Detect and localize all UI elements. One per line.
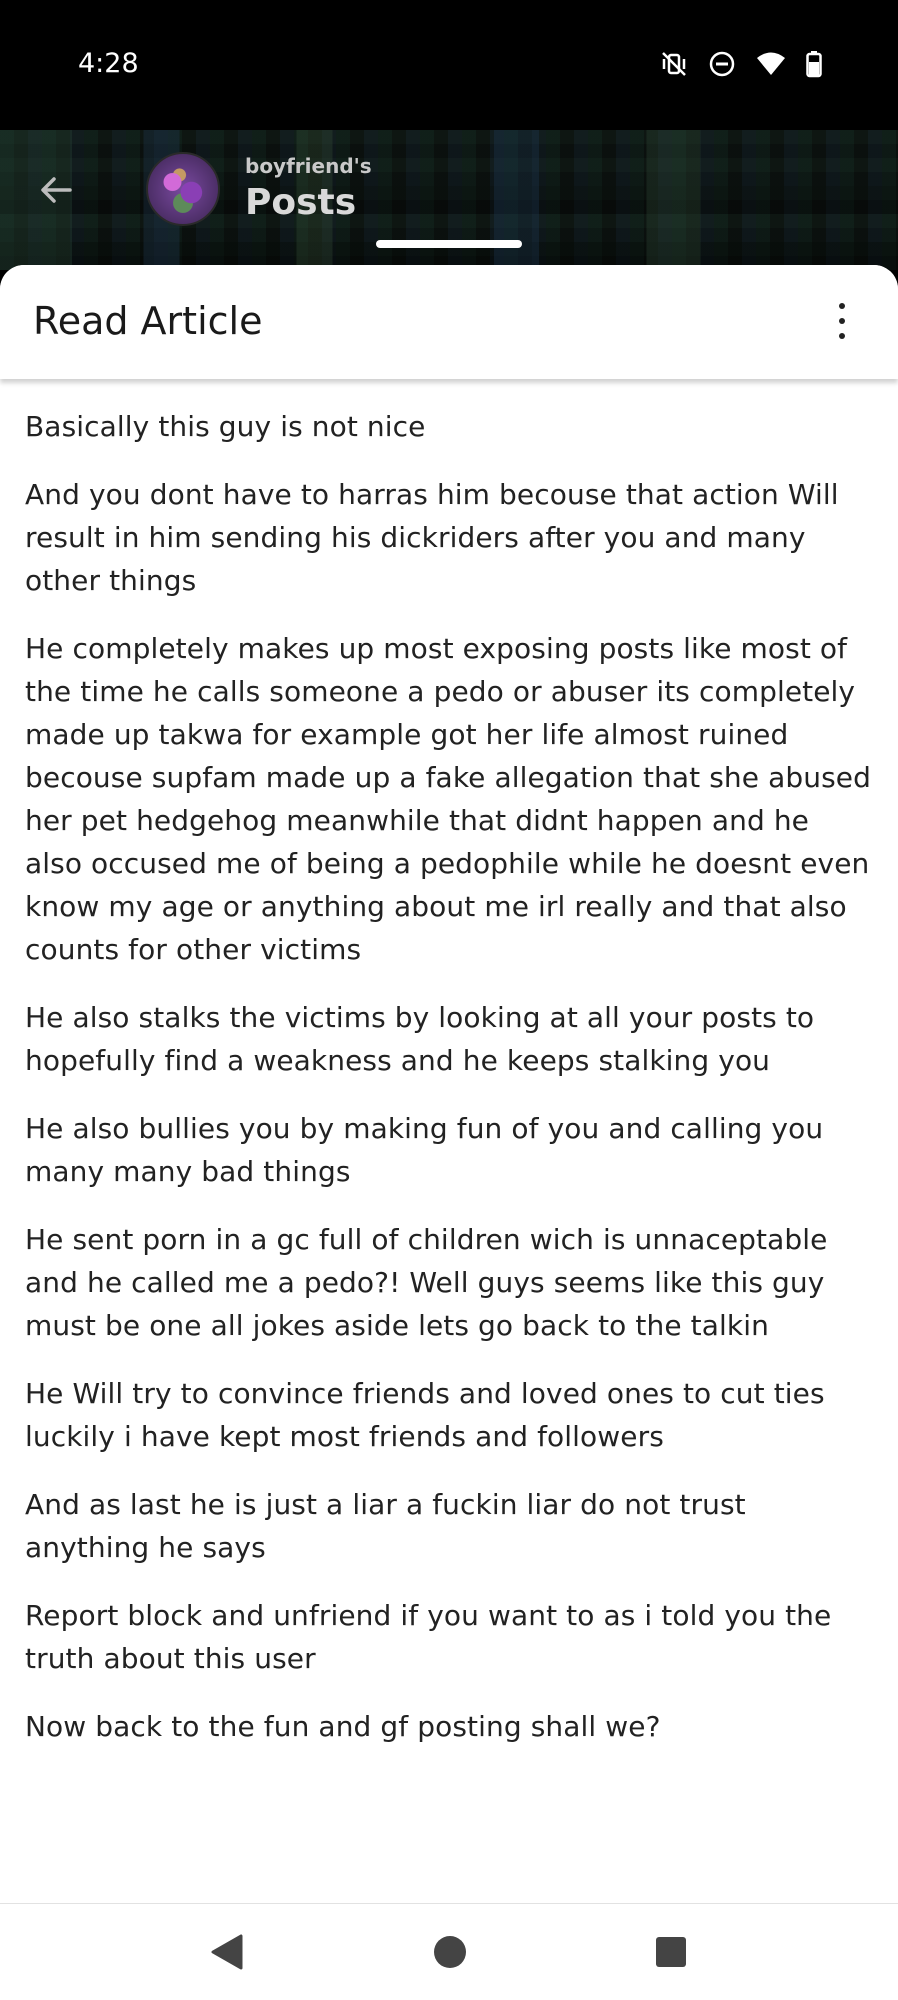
- sheet-toolbar: [0, 265, 898, 379]
- status-bar: [0, 0, 898, 130]
- article-paragraph: Basically this guy is not nice: [25, 410, 426, 443]
- system-nav-bar: [0, 1903, 898, 2000]
- article-paragraph: He also bullies you by making fun of you and calling you many many bad things: [25, 1112, 824, 1188]
- avatar[interactable]: [146, 152, 220, 226]
- vibrate-off-icon: [660, 50, 688, 78]
- article-paragraph: Report block and unfriend if you want to as i told you the truth about this user: [25, 1599, 832, 1675]
- article-paragraph: He completely makes up most exposing posts like most of the time he calls someone a pedo or abuser its completely made up takwa for example got her life almost ruined becouse supfam made up a fake allegation that she abused her pet hedgehog meanwhile that didnt happen and he also occused me of being a pedophile while he doesnt even know my age or anything about me irl really and that also counts for other victims: [25, 632, 871, 966]
- more-options-icon[interactable]: [836, 303, 848, 339]
- battery-icon: [806, 50, 822, 78]
- article-paragraph: He sent porn in a gc full of children wich is unnaceptable and he called me a pedo?! Well guys seems like this guy must be one all jokes aside lets go back to the talkin: [25, 1223, 828, 1342]
- header-subtitle: boyfriend's: [245, 154, 372, 178]
- sheet-title: Read Article: [33, 299, 263, 343]
- back-arrow-icon[interactable]: [36, 170, 76, 210]
- nav-back-icon[interactable]: [209, 1932, 245, 1972]
- header-title: Posts: [245, 182, 357, 223]
- do-not-disturb-icon: [708, 50, 736, 78]
- article-paragraph: Now back to the fun and gf posting shall we?: [25, 1710, 661, 1743]
- wifi-icon: [756, 51, 786, 77]
- article-sheet: [0, 265, 898, 1905]
- article-paragraph: And as last he is just a liar a fuckin liar do not trust anything he says: [25, 1488, 746, 1564]
- article-paragraph: He Will try to convince friends and loved ones to cut ties luckily i have kept most friends and followers: [25, 1377, 825, 1453]
- nav-recents-icon[interactable]: [654, 1932, 688, 1972]
- drag-handle[interactable]: [376, 240, 522, 248]
- status-time: 4:28: [78, 48, 139, 79]
- status-icons: [660, 50, 822, 78]
- article-paragraph: He also stalks the victims by looking at all your posts to hopefully find a weakness and he keeps stalking you: [25, 1001, 815, 1077]
- article-paragraph: And you dont have to harras him becouse that action Will result in him sending his dickriders after you and many other things: [25, 478, 839, 597]
- nav-home-icon[interactable]: [432, 1932, 468, 1972]
- article-body: [25, 405, 875, 1773]
- profile-header: [0, 130, 898, 270]
